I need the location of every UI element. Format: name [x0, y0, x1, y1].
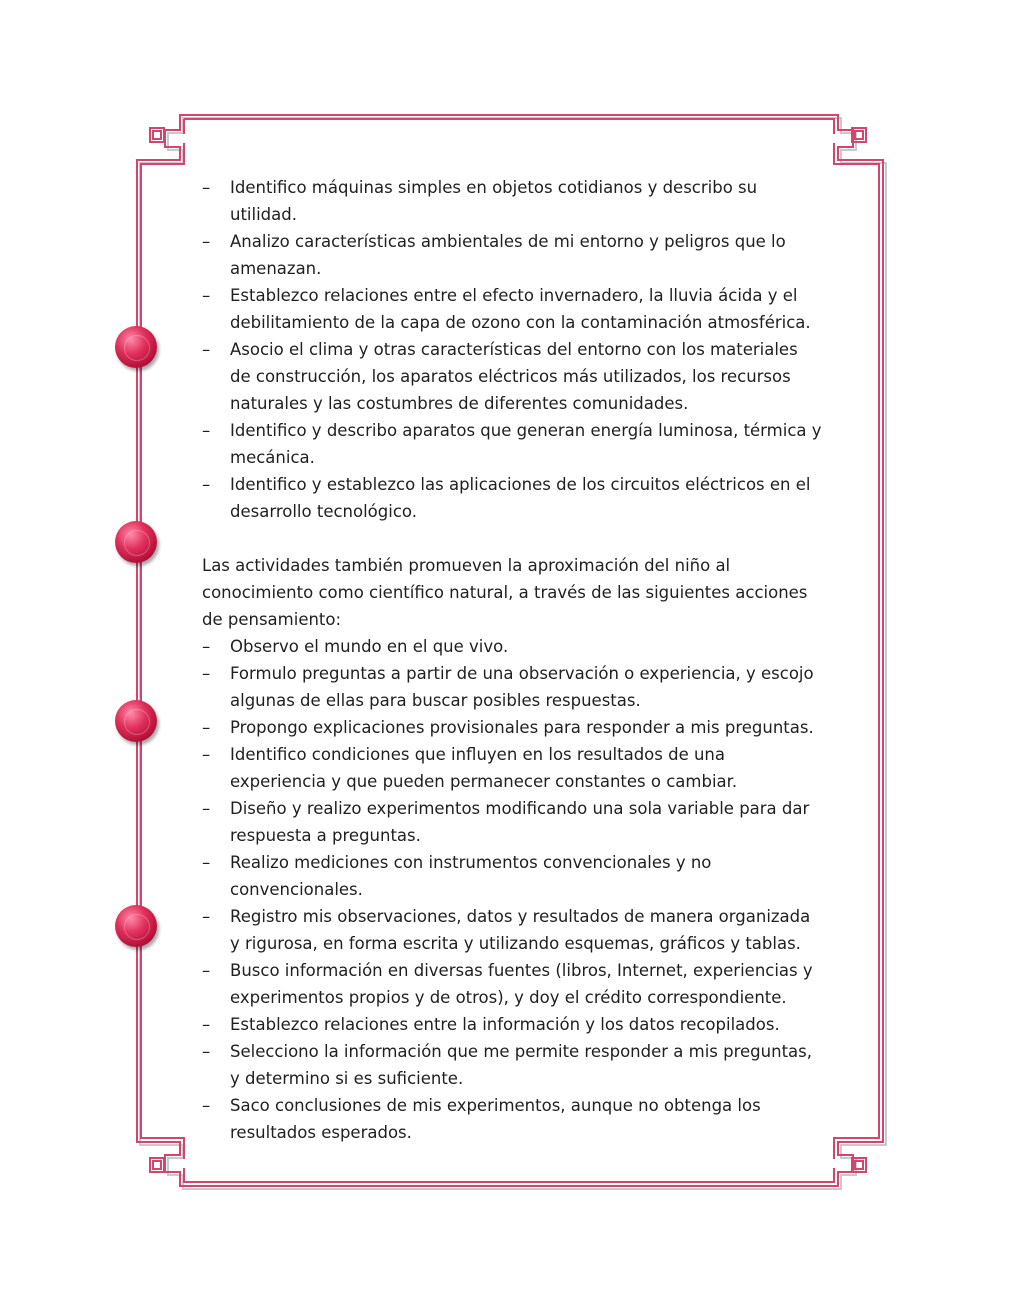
dash-marker: – — [202, 421, 211, 440]
list-item-text: Analizo características ambientales de mi entorno y peligros que lo amenazan. — [230, 232, 786, 278]
list-item-text: Selecciono la información que me permite responder a mis preguntas, y determino si es suficiente. — [230, 1042, 812, 1088]
dash-marker: – — [202, 232, 211, 251]
dash-marker: – — [202, 664, 211, 683]
list-item-text: Establezco relaciones entre el efecto invernadero, la lluvia ácida y el debilitamiento de la capa de ozono con la contaminación atmosférica. — [230, 286, 811, 332]
list-item-text: Identifico y establezco las aplicaciones de los circuitos eléctricos en el desarrollo tecnológico. — [230, 475, 811, 521]
list-item — [202, 957, 822, 1011]
list-item-text: Formulo preguntas a partir de una observación o experiencia, y escojo algunas de ellas para buscar posibles respuestas. — [230, 664, 814, 710]
list-item — [202, 282, 822, 336]
competencies-list — [202, 174, 822, 525]
list-item-text: Establezco relaciones entre la información y los datos recopilados. — [230, 1015, 780, 1034]
list-item — [202, 1092, 822, 1146]
list-item — [202, 336, 822, 417]
list-item-text: Identifico máquinas simples en objetos cotidianos y describo su utilidad. — [230, 178, 758, 224]
dash-marker: – — [202, 340, 211, 359]
list-item — [202, 1038, 822, 1092]
list-item-text: Asocio el clima y otras características del entorno con los materiales de construcción, los aparatos eléctricos más utilizados, los recursos naturales y las costumbres de diferentes comunidades. — [230, 340, 798, 413]
list-item-text: Saco conclusiones de mis experimentos, aunque no obtenga los resultados esperados. — [230, 1096, 761, 1142]
ring-bead-1 — [115, 326, 157, 368]
dash-marker: – — [202, 718, 211, 737]
list-item — [202, 417, 822, 471]
dash-marker: – — [202, 907, 211, 926]
list-item — [202, 849, 822, 903]
list-item — [202, 1011, 822, 1038]
dash-marker: – — [202, 637, 211, 656]
list-item — [202, 660, 822, 714]
list-item — [202, 795, 822, 849]
list-item-text: Busco información en diversas fuentes (libros, Internet, experiencias y experimentos propios y de otros), y doy el crédito correspondiente. — [230, 961, 813, 1007]
list-item — [202, 714, 822, 741]
dash-marker: – — [202, 745, 211, 764]
dash-marker: – — [202, 853, 211, 872]
dash-marker: – — [202, 799, 211, 818]
list-item — [202, 174, 822, 228]
list-item-text: Identifico y describo aparatos que generan energía luminosa, térmica y mecánica. — [230, 421, 822, 467]
ring-bead-2 — [115, 521, 157, 563]
dash-marker: – — [202, 961, 211, 980]
list-item — [202, 633, 822, 660]
page-content — [202, 174, 822, 1146]
list-item-text: Registro mis observaciones, datos y resultados de manera organizada y rigurosa, en forma escrita y utilizando esquemas, gráficos y tablas. — [230, 907, 811, 953]
list-item — [202, 228, 822, 282]
list-item-text: Diseño y realizo experimentos modificando una sola variable para dar respuesta a preguntas. — [230, 799, 810, 845]
dash-marker: – — [202, 475, 211, 494]
list-item — [202, 903, 822, 957]
ring-bead-3 — [115, 700, 157, 742]
list-item-text: Identifico condiciones que influyen en los resultados de una experiencia y que pueden permanecer constantes o cambiar. — [230, 745, 738, 791]
thinking-actions-list — [202, 633, 822, 1146]
ring-bead-4 — [115, 905, 157, 947]
dash-marker: – — [202, 1015, 211, 1034]
list-item-text: Observo el mundo en el que vivo. — [230, 637, 509, 656]
list-item — [202, 741, 822, 795]
list-item-text: Propongo explicaciones provisionales para responder a mis preguntas. — [230, 718, 814, 737]
dash-marker: – — [202, 1096, 211, 1115]
list-item-text: Realizo mediciones con instrumentos convencionales y no convencionales. — [230, 853, 712, 899]
dash-marker: – — [202, 1042, 211, 1061]
dash-marker: – — [202, 286, 211, 305]
intro-paragraph: Las actividades también promueven la aproximación del niño al conocimiento como científico natural, a través de las siguientes acciones de pensamiento: — [202, 556, 808, 629]
list-item — [202, 471, 822, 525]
dash-marker: – — [202, 178, 211, 197]
